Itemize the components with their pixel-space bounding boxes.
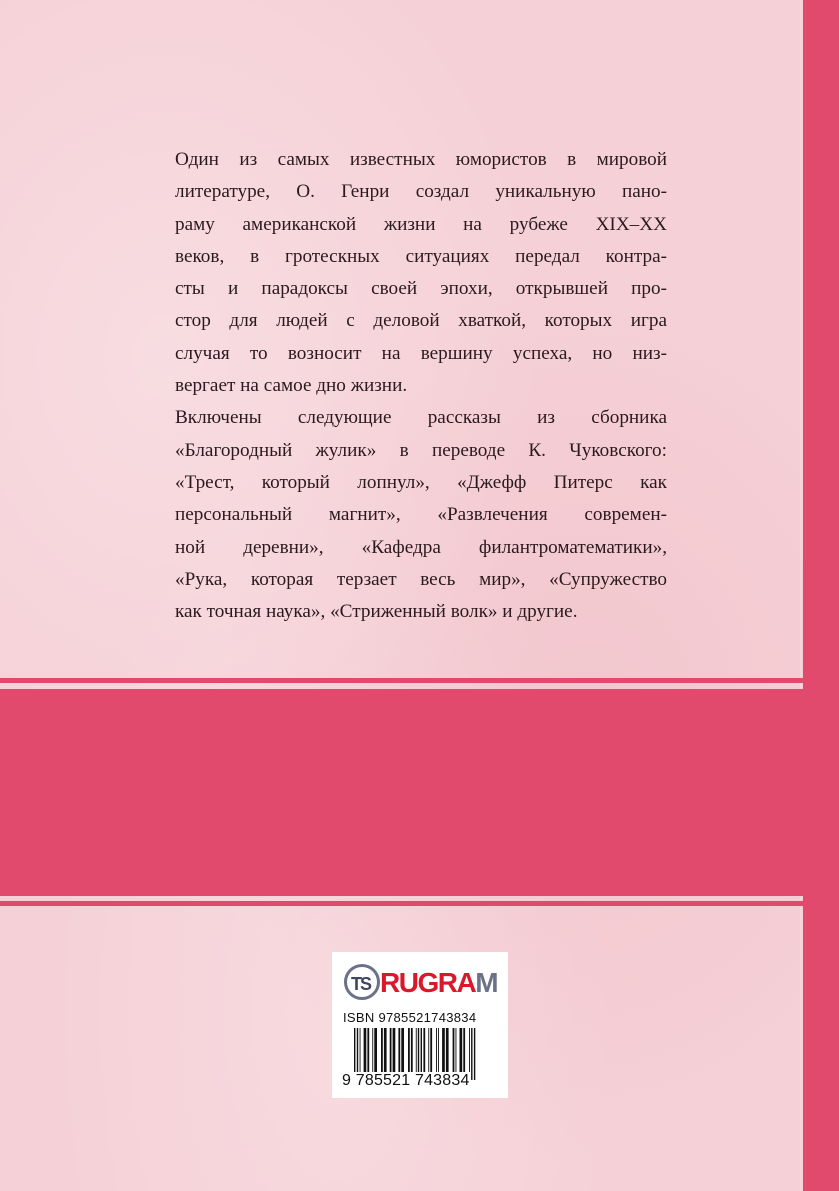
contents-paragraph: [175, 402, 667, 628]
isbn-barcode-panel: [332, 952, 508, 1098]
decorative-band: [0, 689, 803, 896]
text-line: «Трест, который лопнул», «Джефф Питерс как: [175, 471, 667, 493]
text-line: «Благородный жулик» в переводе К. Чуковского:: [175, 439, 667, 461]
text-line: сты и парадоксы своей эпохи, открывшей про-: [175, 278, 667, 300]
barcode-digits: 9 785521 743834: [342, 1072, 470, 1089]
band-top-rule: [0, 678, 803, 683]
spine-divider: [800, 0, 802, 1191]
publisher-logo: [344, 962, 496, 1002]
text-line: случая то возносит на вершину успеха, но низ-: [175, 342, 667, 364]
band-bottom-rule: [0, 901, 803, 906]
annotation-text: [175, 144, 667, 628]
description-paragraph: [175, 144, 667, 402]
text-line: Включены следующие рассказы из сборника: [175, 407, 667, 429]
text-line: Один из самых известных юмористов в мировой: [175, 149, 667, 170]
text-line: вергает на самое дно жизни.: [175, 375, 408, 397]
spine-stripe: [803, 0, 839, 1191]
text-line: как точная наука», «Стриженный волк» и другие.: [175, 601, 578, 623]
text-line: веков, в гротескных ситуациях передал контра-: [175, 245, 667, 267]
publisher-name: RUGRAM: [380, 967, 498, 998]
text-line: стор для людей с деловой хваткой, которых игра: [175, 310, 667, 332]
text-line: ной деревни», «Кафедра филантроматематики»,: [175, 536, 667, 558]
isbn-label: ISBN 9785521743834: [343, 1010, 477, 1025]
text-line: раму американской жизни на рубеже XIX–XX: [175, 213, 667, 235]
text-line: персональный магнит», «Развлечения современ-: [175, 504, 667, 526]
logo-emblem-icon: TS: [344, 964, 380, 1000]
text-line: литературе, О. Генри создал уникальную пано-: [175, 181, 667, 203]
text-line: «Рука, которая терзает весь мир», «Супружество: [175, 568, 667, 590]
